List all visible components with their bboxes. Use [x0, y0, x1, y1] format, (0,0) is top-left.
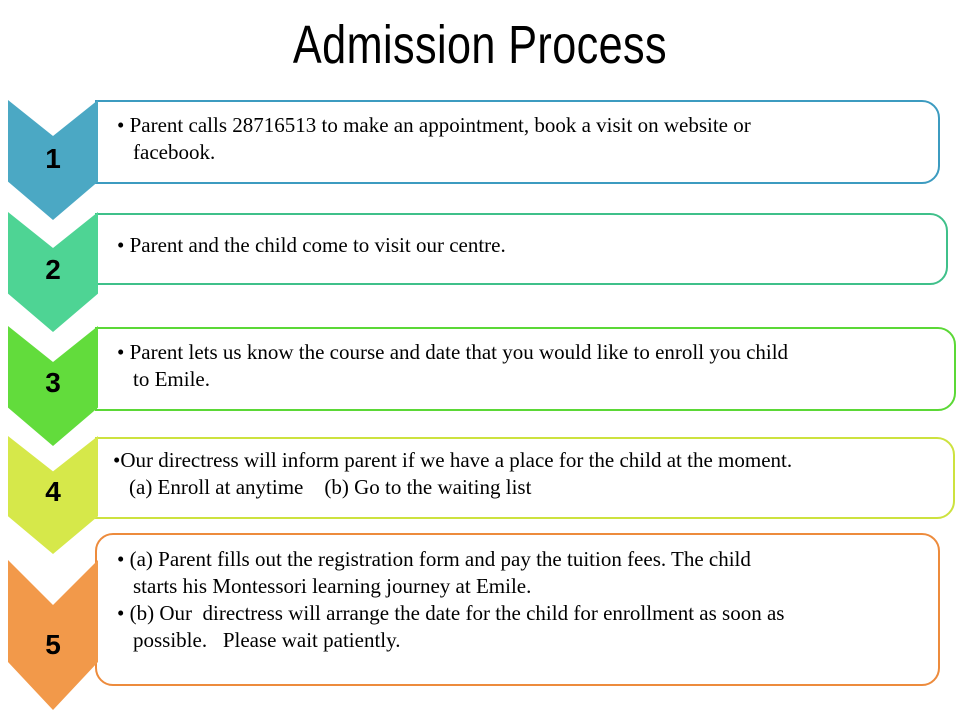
step-bullet-line [117, 600, 934, 627]
step-line-text: (b) Our directress will arrange the date for the child for enrollment as soon as [124, 601, 785, 625]
step-line-text: (a) Enroll at anytime (b) Go to the waiting list [129, 475, 532, 499]
step-bullet-line [117, 546, 934, 573]
page-title: Admission Process [292, 15, 668, 75]
step-line-text: Parent and the child come to visit our centre. [124, 233, 506, 257]
step-line-text: (a) Parent fills out the registration form and pay the tuition fees. The child [124, 547, 751, 571]
step-line-text: to Emile. [133, 367, 210, 391]
step-text-5 [117, 546, 934, 654]
bullet-dot-icon: • [113, 448, 121, 472]
step-continuation-line [117, 627, 934, 654]
step-number-5: 5 [45, 629, 61, 660]
step-bullet-line [117, 339, 950, 366]
step-line-text: facebook. [133, 140, 216, 164]
step-number-4: 4 [45, 476, 61, 507]
step-continuation-line [113, 474, 949, 501]
step-line-text: Parent lets us know the course and date that you would like to enroll you child [124, 340, 789, 364]
step-line-text: Parent calls 28716513 to make an appointment, book a visit on website or [124, 113, 751, 137]
step-line-text: starts his Montessori learning journey at Emile. [133, 574, 532, 598]
step-number-3: 3 [45, 367, 61, 398]
step-text-2 [117, 232, 942, 259]
step-line-text: Our directress will inform parent if we have a place for the child at the moment. [120, 448, 793, 472]
step-bullet-line [113, 447, 949, 474]
step-continuation-line [117, 366, 950, 393]
step-text-4 [113, 447, 949, 501]
step-bullet-line [117, 232, 942, 259]
step-line-text: possible. Please wait patiently. [133, 628, 401, 652]
step-bullet-line [117, 112, 934, 139]
bullet-dot-icon: • [117, 340, 125, 364]
bullet-dot-icon: • [117, 233, 125, 257]
bullet-dot-icon: • [117, 547, 125, 571]
step-text-3 [117, 339, 950, 393]
step-number-2: 2 [45, 254, 61, 285]
bullet-dot-icon: • [117, 601, 125, 625]
step-number-1: 1 [45, 143, 61, 174]
step-continuation-line [117, 573, 934, 600]
step-text-1 [117, 112, 934, 166]
step-continuation-line [117, 139, 934, 166]
bullet-dot-icon: • [117, 113, 125, 137]
